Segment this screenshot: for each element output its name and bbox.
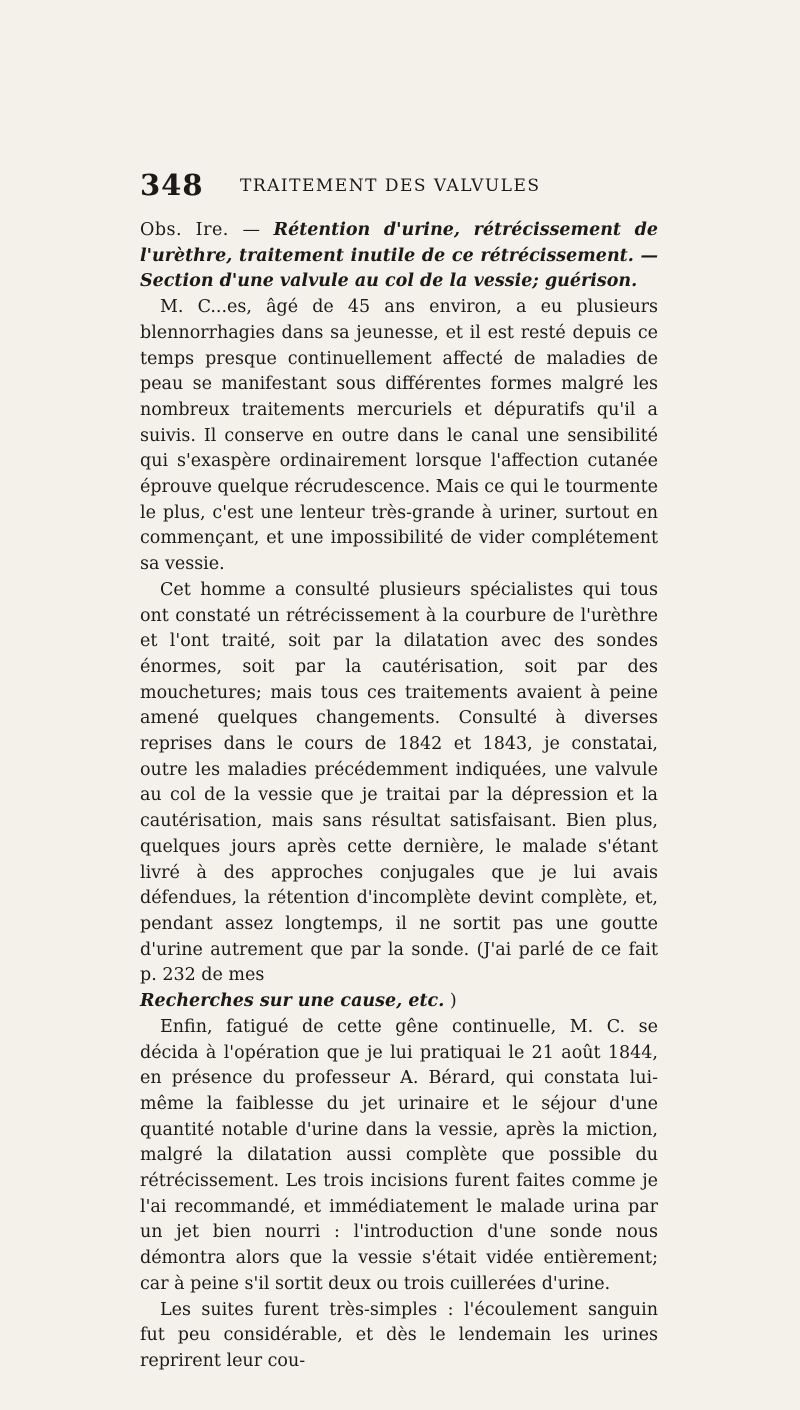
paragraph-4: Les suites furent très-simples : l'écoulement sanguin fut peu considérable, et dès le lendemain les urines reprirent leur cou- bbox=[140, 1299, 658, 1371]
running-title: TRAITEMENT DES VALVULES bbox=[240, 176, 541, 196]
paragraph-2 bbox=[140, 578, 658, 1015]
reference-title: Recherches sur une cause, etc. bbox=[140, 991, 445, 1012]
paragraph-1: M. C...es, âgé de 45 ans environ, a eu plusieurs blennorrhagies dans sa jeunesse, et il est resté depuis ce temps presque continuellement affecté de maladies de peau se manifestant sous différentes formes malgré les nombreux traitements mercuriels et dépuratifs qu'il a suivis. Il conserve en outre dans le canal une sensibilité qui s'exaspère ordinairement lorsque l'affection cutanée éprouve quelque récrudescence. Mais ce qui le tourmente le plus, c'est une lenteur très-grande à uriner, surtout en commençant, et une impossibilité de vider complétement sa vessie. bbox=[140, 297, 658, 575]
observation-heading bbox=[140, 218, 658, 295]
observation-label: Obs. Ire. — bbox=[140, 220, 261, 240]
page-number: 348 bbox=[140, 168, 204, 202]
paragraph-2-text: Cet homme a consulté plusieurs spécialistes qui tous ont constaté un rétrécissement à la courbure de l'urèthre et l'ont traité, soit par la dilatation avec des sondes énormes, soit par la cautérisation, soit par des mouchetures; mais tous ces traitements avaient à peine amené quelques changements. Consulté à diverses reprises dans le cours de 1842 et 1843, je constatai, outre les maladies précédemment indiquées, une valvule au col de la vessie que je traitai par la dépression et la cautérisation, mais sans résultat satisfaisant. Bien plus, quelques jours après cette dernière, le malade s'étant livré à des approches conjugales que je lui avais défendues, la rétention d'incomplète devint complète, et, pendant assez longtemps, il ne sortit pas une goutte d'urine autrement que par la sonde. (J'ai parlé de ce fait p. 232 de mes bbox=[140, 579, 658, 986]
paragraph-3: Enfin, fatigué de cette gêne continuelle, M. C. se décida à l'opération que je lui pratiquai le 21 août 1844, en présence du professeur A. Bérard, qui constata lui-même la faiblesse du jet urinaire et le séjour d'une quantité notable d'urine dans la vessie, après la miction, malgré la dilatation aussi complète que possible du rétrécissement. Les trois incisions furent faites comme je l'ai recommandé, et immédiatement le malade urina par un jet bien nourri : l'introduction d'une sonde nous démontra alors que la vessie s'était vidée entièrement; car à peine s'il sortit deux ou trois cuillerées d'urine. bbox=[140, 1016, 658, 1294]
observation-title: Rétention d'urine, rétrécissement de l'urèthre, traitement inutile de ce rétrécissement. — Section d'une valvule au col de la vessie; guérison. bbox=[140, 220, 658, 292]
running-head bbox=[140, 168, 660, 208]
reference-closing: ) bbox=[449, 991, 457, 1012]
body-text bbox=[140, 218, 658, 1375]
